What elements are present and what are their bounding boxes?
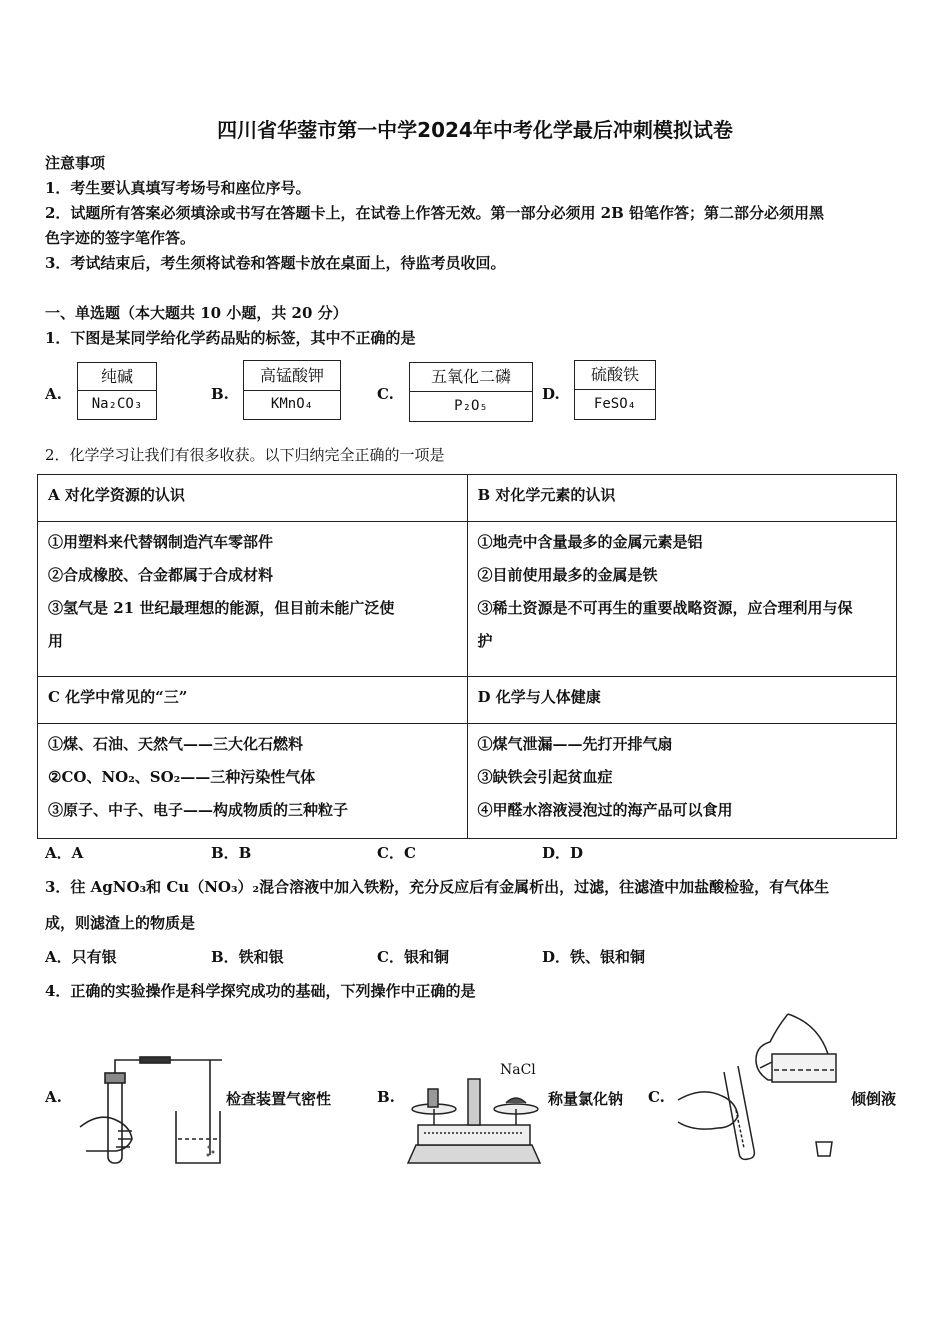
q4-caption: 倾倒液 [851,1090,897,1108]
q4-caption: 检查装置气密性 [226,1090,332,1108]
q1-option-letter: A. [45,385,62,403]
q1-option-letter: B. [211,385,229,403]
list-item: ③原子、中子、电子——构成物质的三种粒子 [48,801,349,819]
label-name: 高锰酸钾 [244,361,340,391]
notice-item: 3．考试结束后，考生须将试卷和答题卡放在桌面上，待监考员收回。 [45,254,506,272]
page-title: 四川省华蓥市第一中学2024年中考化学最后冲刺模拟试卷 [217,118,733,142]
chemical-label[interactable] [243,360,341,420]
q2-stem: 2．化学学习让我们有很多收获。以下归纳完全正确的一项是 [45,446,445,464]
chemical-label[interactable] [409,362,533,422]
q2-table [37,474,897,839]
q4-option-letter: A. [45,1088,62,1106]
notice-item: 2．试题所有答案必须填涂或书写在答题卡上，在试卷上作答无效。第一部分必须用 2B 铅笔作答；第二部分必须用黑 [45,204,825,222]
list-item: 护 [477,632,493,650]
table-cell [467,724,897,839]
table-header: B 对化学元素的认识 [467,475,897,522]
list-item: ③稀土资源是不可再生的重要战略资源，应合理利用与保 [477,599,853,617]
q4-stem: 4．正确的实验操作是科学探究成功的基础，下列操作中正确的是 [45,982,476,1000]
choice[interactable]: D．铁、银和铜 [542,948,646,966]
list-item: ③缺铁会引起贫血症 [477,768,613,786]
label-formula: KMnO₄ [270,396,314,412]
notice-item: 色字迹的签字笔作答。 [45,229,196,247]
list-item: ①煤气泄漏——先打开排气扇 [477,735,673,753]
label-formula: FeSO₄ [593,396,637,412]
choice[interactable]: B．B [211,844,252,862]
q3-stem: 3．往 AgNO₃和 Cu（NO₃）₂混合溶液中加入铁粉，充分反应后有金属析出，过滤，往滤渣中加盐酸检验，有气体生 [45,878,830,896]
q1-option-letter: C. [377,385,394,403]
list-item: ③氢气是 21 世纪最理想的能源，但目前未能广泛使 [48,599,395,617]
label-formula: P₂O₅ [454,398,488,414]
q1-stem: 1．下图是某同学给化学药品贴的标签，其中不正确的是 [45,329,416,347]
label-name: 纯碱 [78,363,156,391]
table-cell [38,724,468,839]
gas-tightness-check-illustration[interactable] [72,1055,222,1170]
q1-option-letter: D. [542,385,560,403]
table-header: D 化学与人体健康 [467,677,897,724]
q3-stem: 成，则滤渣上的物质是 [45,914,196,932]
list-item: ①地壳中含量最多的金属元素是铝 [477,533,703,551]
pouring-liquid-illustration[interactable] [676,1010,846,1165]
table-header: C 化学中常见的“三” [38,677,468,724]
notice-heading: 注意事项 [45,154,106,172]
choice[interactable]: A．只有银 [45,948,117,966]
list-item: ②CO、NO₂、SO₂——三种污染性气体 [48,768,316,786]
list-item: ④甲醛水溶液浸泡过的海产品可以食用 [477,801,733,819]
label-formula: Na₂CO₃ [91,396,143,412]
chemical-label[interactable] [77,362,157,420]
label-name: 硫酸铁 [575,361,655,390]
list-item: ②合成橡胶、合金都属于合成材料 [48,566,274,584]
choice[interactable]: A．A [45,844,84,862]
chemical-label[interactable] [574,360,656,420]
list-item: ①用塑料来代替钢制造汽车零部件 [48,533,274,551]
balance-scale-illustration[interactable] [404,1075,544,1167]
choice[interactable]: B．铁和银 [211,948,284,966]
label-name: 五氧化二磷 [410,363,532,392]
list-item: 用 [48,632,64,650]
table-cell [467,522,897,677]
table-cell [38,522,468,677]
section-heading: 一、单选题（本大题共 10 小题，共 20 分） [45,304,348,322]
choice[interactable]: C．C [377,844,416,862]
q4-option-letter: C. [648,1088,665,1106]
notice-item: 1．考生要认真填写考场号和座位序号。 [45,179,311,197]
choice[interactable]: D．D [542,844,584,862]
list-item: ②目前使用最多的金属是铁 [477,566,658,584]
table-header: A 对化学资源的认识 [38,475,468,522]
list-item: ①煤、石油、天然气——三大化石燃料 [48,735,304,753]
q4-option-letter: B. [377,1088,395,1106]
reagent-label: NaCl [500,1062,536,1078]
choice[interactable]: C．银和铜 [377,948,449,966]
q4-caption: 称量氯化钠 [548,1090,624,1108]
